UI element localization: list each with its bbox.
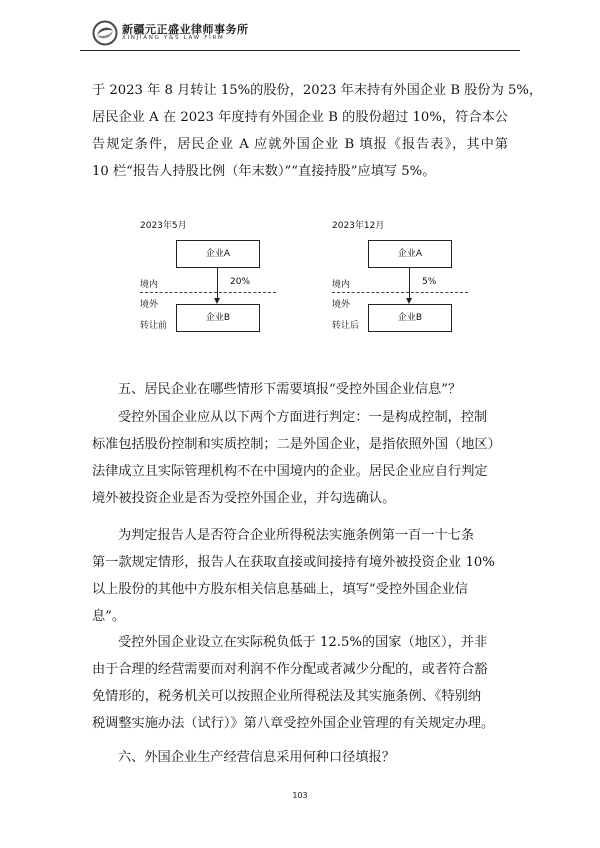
text-line: 受控外国企业设立在实际税负低于 12.5%的国家（地区），并非 <box>118 635 488 650</box>
diagram-before-transfer <box>140 218 280 343</box>
text-line: 告规定条件，居民企业 A 应就外国企业 B 填报《报告表》，其中第 <box>92 137 508 152</box>
stage-label: 转让前 <box>140 321 168 331</box>
ownership-line <box>217 267 218 299</box>
stage-label: 转让后 <box>332 321 360 331</box>
text-line: 境外被投资企业是否为受控外国企业，并勾选确认。 <box>92 491 396 506</box>
text-line: 免情形的，税务机关可以按照企业所得税法及其实施条例、《特别纳 <box>92 689 482 704</box>
enterprise-b-box: 企业B <box>176 304 260 332</box>
paragraph-cfc-definition <box>92 404 508 512</box>
section-heading-6 <box>92 744 508 771</box>
enterprise-a-box: 企业A <box>176 240 260 268</box>
firm-name-en: XINJIANG Y&S LAW FIRM <box>122 35 225 41</box>
text-line: 由于合理的经营需要而对利润不作分配或者减少分配的，或者符合豁 <box>92 662 488 677</box>
diagram-title: 2023年12月 <box>332 221 385 231</box>
text-line: 受控外国企业应从以下两个方面进行判定：一是构成控制，控制 <box>118 410 488 425</box>
enterprise-a-box: 企业A <box>368 240 452 268</box>
diagram-after-transfer <box>332 218 472 343</box>
paragraph-reporter-determination <box>92 522 508 630</box>
shareholding-percent: 20% <box>230 277 251 287</box>
text-line: 息”。 <box>92 609 126 624</box>
paragraph-example-conclusion <box>92 77 543 185</box>
text-line: 法律成立且实际管理机构不在中国境内的企业。居民企业应自行判定 <box>92 464 488 479</box>
shareholding-percent: 5% <box>422 277 437 287</box>
letterhead <box>92 20 512 50</box>
ownership-line <box>409 267 410 299</box>
firm-name-cn: 新疆元正盛业律师事务所 <box>122 23 249 36</box>
enterprise-b-box: 企业B <box>368 304 452 332</box>
foreign-label: 境外 <box>140 300 159 310</box>
paragraph-tax-treatment <box>92 629 508 737</box>
domestic-label: 境内 <box>140 280 159 290</box>
section-heading-5 <box>92 376 508 403</box>
text-line: 以上股份的其他中方股东相关信息基础上，填写“受控外国企业信 <box>92 582 468 597</box>
header-rule <box>80 50 520 51</box>
heading-text: 五、居民企业在哪些情形下需要填报“受控外国企业信息”？ <box>118 382 462 397</box>
domestic-label: 境内 <box>332 280 351 290</box>
border-dashed-line <box>140 292 276 293</box>
text-line: 居民企业 A 在 2023 年度持有外国企业 B 的股份超过 10%，符合本公 <box>92 110 508 125</box>
text-line: 10 栏“报告人持股比例（年末数）”“直接持股”应填写 5%。 <box>92 164 436 179</box>
text-line: 税调整实施办法（试行）》第八章受控外国企业管理的有关规定办理。 <box>92 716 495 731</box>
text-line: 于 2023 年 8 月转让 15%的股份，2023 年末持有外国企业 B 股份为 5%， <box>92 83 543 98</box>
diagram-title: 2023年5月 <box>140 221 187 231</box>
page-number: 103 <box>292 791 308 800</box>
firm-logo-icon <box>92 20 118 46</box>
text-line: 标准包括股份控制和实质控制；二是外国企业，是指依照外国（地区） <box>92 437 501 452</box>
text-line: 第一款规定情形，报告人在获取直接或间接持有境外被投资企业 10% <box>92 555 495 570</box>
heading-text: 六、外国企业生产经营信息采用何种口径填报？ <box>118 750 395 765</box>
foreign-label: 境外 <box>332 300 351 310</box>
text-line: 为判定报告人是否符合企业所得税法实施条例第一百一十七条 <box>118 528 475 543</box>
border-dashed-line <box>332 292 468 293</box>
